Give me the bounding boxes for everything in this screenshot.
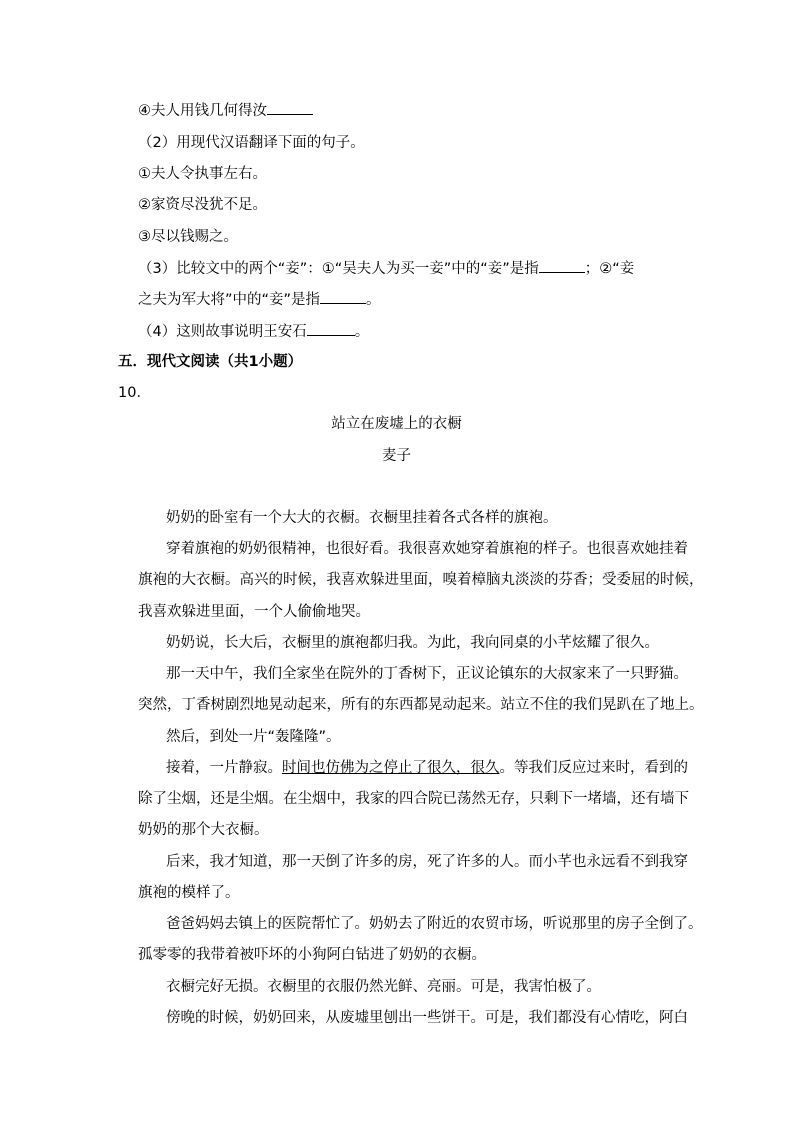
paragraph-line: 后来，我才知道，那一天倒了许多的房，死了许多的人。而小芊也永远看不到我穿 [166, 854, 688, 870]
question-3-line-1: （3）比较文中的两个“妾”：①“吴夫人为买一妾”中的“妾”是指 ；②“妾 [138, 258, 634, 279]
paragraph-line: 然后，到处一片“轰隆隆”。 [166, 729, 341, 745]
question-item-4: ④夫人用钱几何得汝 [138, 100, 313, 121]
section-heading: 五．现代文阅读（共1小题） [118, 354, 303, 370]
article-title: 站立在废墟上的衣橱 [331, 416, 462, 432]
paragraph-line: 突然，丁香树剧烈地晃动起来，所有的东西都晃动起来。站立不住的我们晃趴在了地上。 [138, 697, 704, 713]
question-2-item-3: ③尽以钱赐之。 [138, 229, 238, 245]
paragraph-line: 除了尘烟，还是尘烟。在尘烟中，我家的四合院已荡然无存，只剩下一堵墙，还有墙下 [138, 791, 689, 807]
paragraph-line: 奶奶的卧室有一个大大的衣橱。衣橱里挂着各式各样的旗袍。 [166, 510, 558, 526]
paragraph-line: 傍晚的时候，奶奶回来，从废墟里刨出一些饼干。可是，我们都没有心情吃，阿白 [166, 1010, 688, 1026]
underlined-phrase: 时间也仿佛为之停止了很久，很久 [282, 760, 500, 776]
paragraph-line: 我喜欢躲进里面，一个人偷偷地哭。 [138, 604, 370, 620]
article-author: 麦子 [382, 448, 411, 464]
paragraph-line: 爸爸妈妈去镇上的医院帮忙了。奶奶去了附近的农贸市场，听说那里的房子全倒了。 [166, 916, 703, 932]
paragraph-line: 奶奶说，长大后，衣橱里的旗袍都归我。为此，我向同桌的小芊炫耀了很久。 [166, 635, 659, 651]
answer-blank [307, 321, 355, 336]
paragraph-line: 旗袍的大衣橱。高兴的时候，我喜欢躲进里面，嗅着樟脑丸淡淡的芬香；受委屈的时候， [138, 572, 704, 588]
paragraph-line: 奶奶的那个大衣橱。 [138, 822, 269, 838]
question-2-title: （2）用现代汉语翻译下面的句子。 [138, 135, 365, 151]
question-2-item-1: ①夫人令执事左右。 [138, 166, 267, 182]
question-2-item-2: ②家资尽没犹不足。 [138, 197, 267, 213]
paragraph-line: 那一天中午，我们全家坐在院外的丁香树下，正议论镇东的大叔家来了一只野猫。 [166, 666, 688, 682]
answer-blank [320, 289, 366, 304]
paragraph-line: 孤零零的我带着被吓坏的小狗阿白钻进了奶奶的衣橱。 [138, 947, 486, 963]
paragraph-line: 接着，一片静寂。时间也仿佛为之停止了很久，很久。等我们反应过来时，看到的 [166, 760, 688, 776]
paragraph-line: 衣橱完好无损。衣橱里的衣服仍然光鲜、亮丽。可是，我害怕极了。 [166, 979, 601, 995]
question-number: 10． [118, 385, 151, 401]
question-3-line-2: 之夫为军大将”中的“妾”是指 。 [138, 289, 381, 310]
question-4-line: （4）这则故事说明王安石 。 [138, 321, 369, 342]
answer-blank [267, 100, 313, 115]
paragraph-line: 穿着旗袍的奶奶很精神，也很好看。我很喜欢她穿着旗袍的样子。也很喜欢她挂着 [166, 541, 688, 557]
answer-blank [539, 258, 585, 273]
paragraph-line: 旗袍的模样了。 [138, 885, 240, 901]
